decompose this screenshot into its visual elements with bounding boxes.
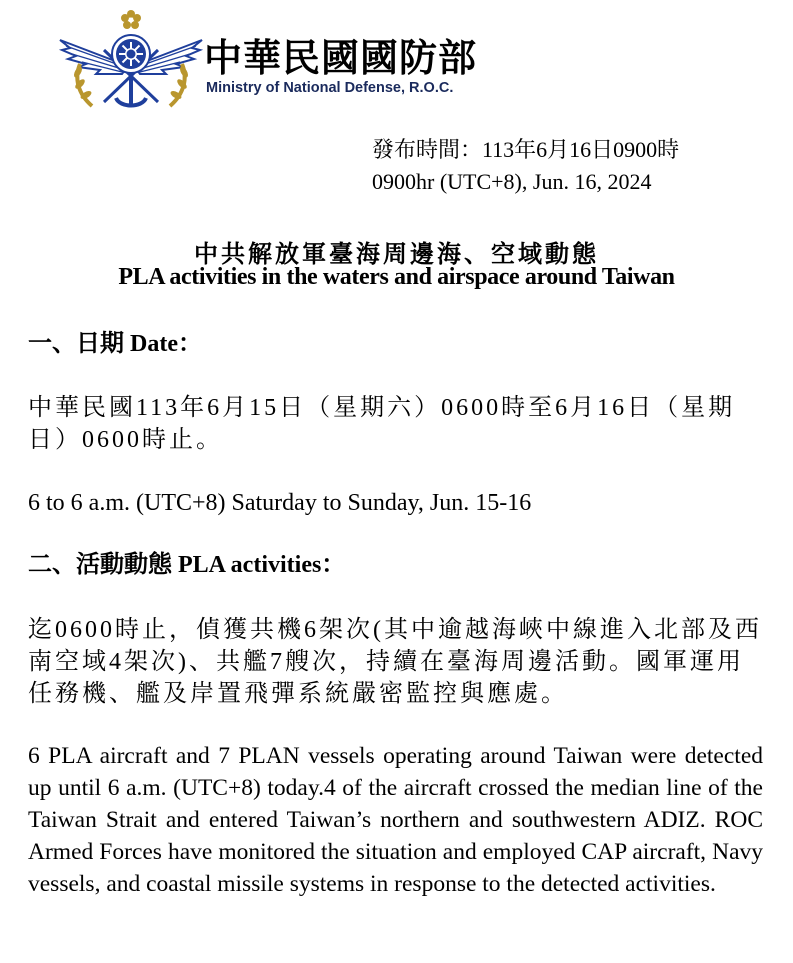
release-time-chinese: 發布時間：113年6月16日0900時 — [372, 137, 680, 162]
date-paragraph-english: 6 to 6 a.m. (UTC+8) Saturday to Sunday, Jun. 15-16 — [28, 490, 532, 516]
ministry-emblem-icon — [56, 6, 206, 116]
activities-paragraph-english: 6 PLA aircraft and 7 PLAN vessels operating around Taiwan were detected up until 6 a.m. (UTC+8) today.4 of the aircraft crossed the median line of the Taiwan Strait and entered Taiwan’s northern and southwestern ADIZ. ROC Armed Forces have monitored the situation and employed CAP aircraft, Navy vessels, and coastal missile systems in response to the detected activities. — [28, 743, 763, 897]
document-title-english: PLA activities in the waters and airspace around Taiwan — [118, 264, 675, 290]
document-title-chinese: 中共解放軍臺海周邊海、空域動態 — [194, 242, 599, 268]
release-time — [372, 134, 679, 198]
section-heading-date: 一、日期 Date： — [28, 331, 202, 357]
org-name-chinese: 中華民國國防部 — [204, 36, 478, 80]
header — [56, 6, 516, 116]
org-name-english: Ministry of National Defense, R.O.C. — [206, 80, 454, 96]
release-time-english: 0900hr (UTC+8), Jun. 16, 2024 — [372, 169, 652, 194]
section-heading-activities: 二、活動動態 PLA activities： — [28, 552, 346, 578]
activities-paragraph-chinese: 迄0600時止，偵獲共機6架次(其中逾越海峽中線進入北部及西南空域4架次)、共艦7艘次，持續在臺海周邊活動。國軍運用任務機、艦及岸置飛彈系統嚴密監控與應處。 — [28, 617, 762, 707]
date-paragraph-chinese: 中華民國113年6月15日（星期六）0600時至6月16日（星期日）0600時止。 — [28, 395, 736, 453]
